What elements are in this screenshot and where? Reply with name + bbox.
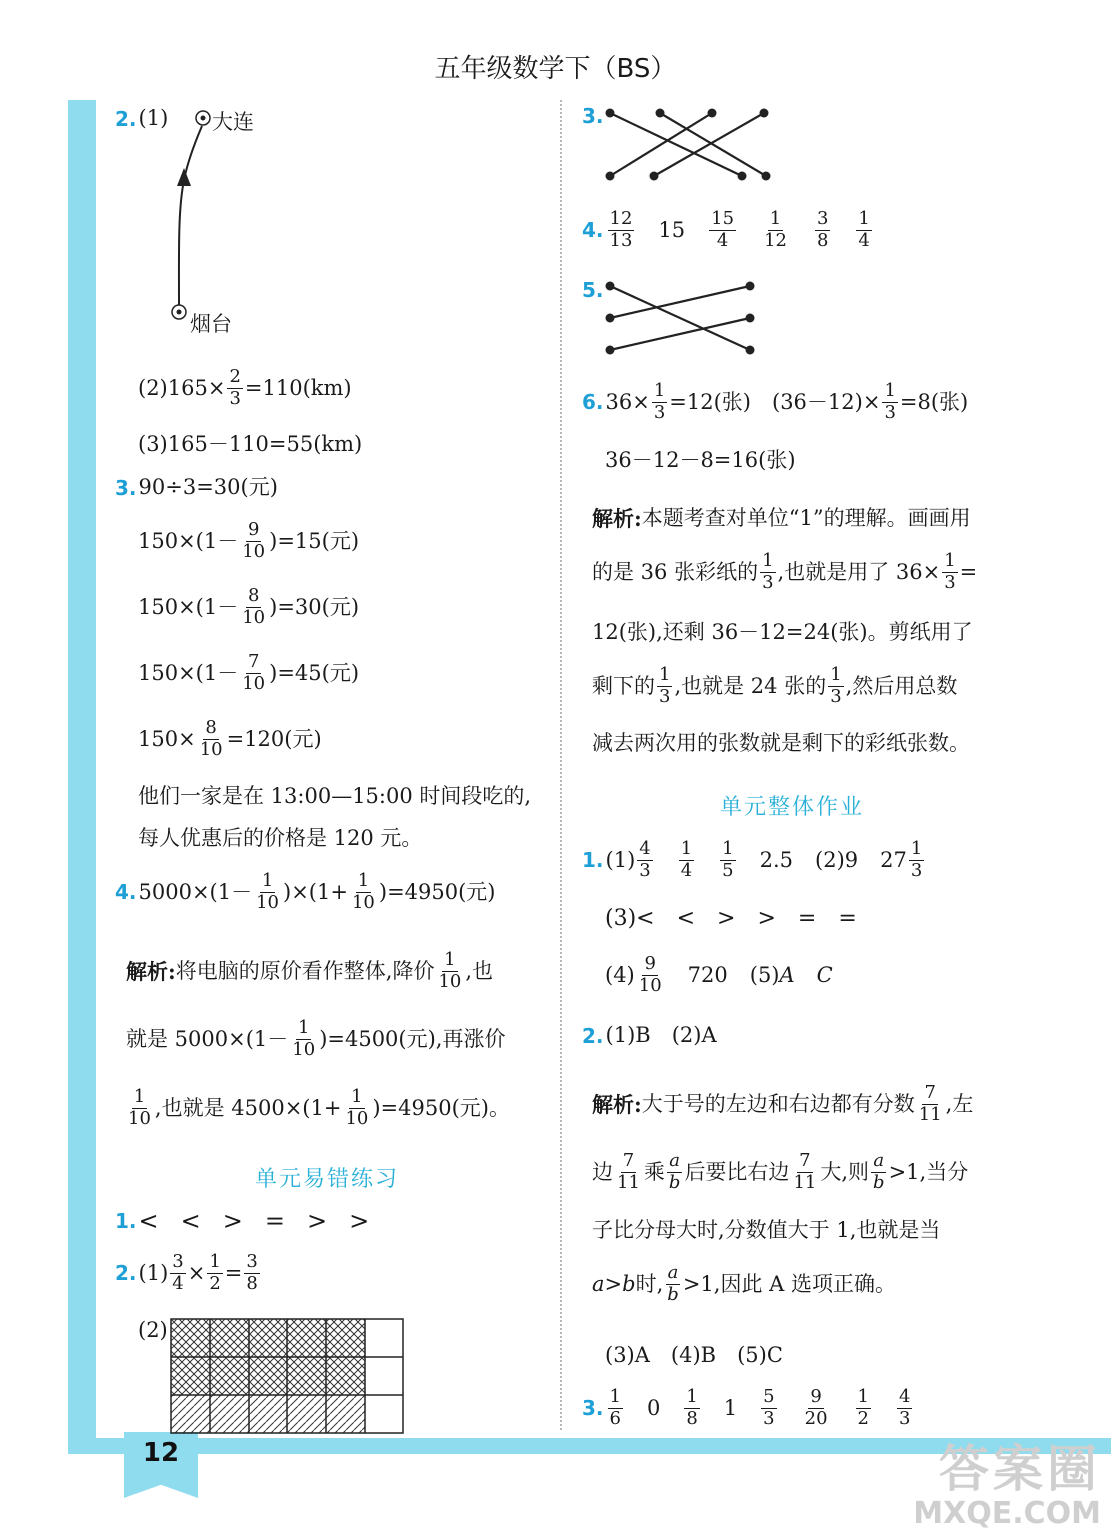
right-h1-l2: (3) < < > > = = (605, 906, 857, 931)
section-title-unit-homework: 单元整体作业 (720, 795, 865, 820)
fraction: $\frac{a}{b}$ (667, 1262, 679, 1305)
right-q6-e1: 解析: 本题考查对单位“1”的理解。画画用 (592, 506, 971, 531)
fraction: $\frac{1}{10}$ (351, 870, 375, 913)
right-q5-head: 5. (582, 278, 604, 302)
yantai-label: 烟台 (190, 312, 232, 336)
left-q3-t1: 他们一家是在 13:00—15:00 时间段吃的, (138, 784, 532, 808)
left-q3-l5: 150× $\frac{8}{10}$ =120(元) (138, 717, 322, 760)
column-divider (560, 100, 562, 1430)
fraction: $\frac{a}{b}$ (873, 1150, 885, 1193)
grid-hatched-area (171, 1395, 365, 1433)
page-header: 五年级数学下（BS） (434, 54, 677, 84)
left-q3-l3: 150×(1－ $\frac{8}{10}$ )=30(元) (138, 585, 360, 628)
fraction: $\frac{8}{10}$ (199, 717, 223, 760)
watermark: 答案圈 MXQE.COM (913, 1440, 1101, 1531)
left-q4-e1: 解析: 将电脑的原价看作整体,降价 $\frac{1}{10}$ ,也 (126, 949, 494, 992)
fraction: $\frac{1}{3}$ (653, 380, 666, 423)
dalian-marker-dot (201, 116, 206, 121)
right-h2-e1: 解析: 大于号的左边和右边都有分数 $\frac{7}{11}$ ,左 (592, 1082, 974, 1125)
fraction: $\frac{4}{3}$ (898, 1386, 911, 1429)
page-number: 12 (142, 1438, 180, 1468)
right-q6-l1: 6. 36× $\frac{1}{3}$ =12(张) (36－12)× $\frac{1}{3}$ =8(张) (582, 380, 969, 423)
left-q4-e2: 就是 5000×(1－ $\frac{1}{10}$ )=4500(元),再涨价 (126, 1017, 506, 1060)
fraction: $\frac{1}{2}$ (209, 1251, 221, 1294)
fraction: $\frac{1}{3}$ (910, 838, 923, 881)
route-line (179, 126, 202, 305)
fraction: $\frac{15}{4}$ (711, 208, 735, 251)
right-h3: 3. $\frac{1}{6}$ 0 $\frac{1}{8}$ 1 $\frac{5}{3}$ $\frac{9}{20}$ $\frac{1}{2}$ $\frac{4}{3}$ (582, 1386, 911, 1429)
fraction: $\frac{4}{3}$ (639, 838, 651, 881)
right-h2-l1: 2. (1)B (2)A (582, 1023, 717, 1048)
fraction: $\frac{7}{11}$ (793, 1150, 817, 1193)
fraction: $\frac{1}{10}$ (345, 1086, 369, 1129)
fraction: $\frac{7}{10}$ (242, 651, 266, 694)
fraction: $\frac{9}{10}$ (638, 953, 662, 996)
yantai-marker-dot (177, 310, 182, 315)
fraction: $\frac{1}{5}$ (722, 838, 734, 881)
shaded-grid (170, 1318, 406, 1436)
fraction: $\frac{1}{3}$ (884, 380, 896, 423)
fraction: $\frac{1}{10}$ (256, 870, 280, 913)
fraction: $\frac{9}{10}$ (242, 519, 266, 562)
right-h1-l1: 1. (1) $\frac{4}{3}$ $\frac{1}{4}$ $\frac{1}{5}$ 2.5 (2)9 27 $\frac{1}{3}$ (582, 838, 923, 881)
fraction: $\frac{1}{3}$ (762, 550, 774, 593)
fraction: $\frac{1}{12}$ (764, 208, 787, 251)
left-q3-t2: 每人优惠后的价格是 120 元。 (138, 826, 423, 850)
left-q2-p3: (3)165－110=55(km) (138, 432, 363, 456)
fraction: $\frac{1}{4}$ (680, 838, 693, 881)
fraction: $\frac{1}{10}$ (292, 1017, 316, 1060)
fraction: $\frac{5}{3}$ (763, 1386, 775, 1429)
fraction: $\frac{7}{11}$ (617, 1150, 640, 1193)
fraction: $\frac{3}{8}$ (816, 208, 829, 251)
right-h2-e3: 子比分母大时,分数值大于 1,也就是当 (592, 1218, 941, 1242)
left-m1: 1. < < > = > > (115, 1207, 370, 1235)
matching-diagram-2 (600, 276, 760, 362)
left-q3-l1: 3. 90÷3=30(元) (115, 475, 278, 500)
left-m2-p2: (2) (138, 1318, 168, 1342)
fraction: $\frac{1}{4}$ (858, 208, 870, 251)
fraction: $\frac{8}{10}$ (242, 585, 266, 628)
left-q2-p2: (2)165× $\frac{2}{3}$ =110(km) (138, 366, 352, 409)
route-diagram (160, 100, 260, 340)
side-bar (68, 100, 96, 1445)
left-q2-head: 2. (1) (115, 106, 169, 131)
fraction: $\frac{1}{6}$ (609, 1386, 621, 1429)
fraction: $\frac{1}{8}$ (686, 1386, 698, 1429)
left-m2-l1: 2. (1) $\frac{3}{4}$ × $\frac{1}{2}$ = $\frac{3}{8}$ (115, 1251, 258, 1294)
right-q3-head: 3. (582, 104, 604, 128)
fraction: $\frac{1}{3}$ (659, 664, 671, 707)
fraction: $\frac{1}{10}$ (438, 949, 462, 992)
fraction: $\frac{1}{3}$ (944, 550, 956, 593)
left-q3-l2: 150×(1－ $\frac{9}{10}$ )=15(元) (138, 519, 360, 562)
fraction: $\frac{9}{20}$ (804, 1386, 828, 1429)
fraction: $\frac{1}{10}$ (128, 1086, 151, 1129)
fraction: $\frac{1}{3}$ (830, 664, 842, 707)
right-h1-l3: (4) $\frac{9}{10}$ 720 (5) A C (605, 953, 833, 996)
right-h2-l2: (3)A (4)B (5)C (605, 1343, 783, 1367)
left-q4-l1: 4. 5000×(1－ $\frac{1}{10}$ )×(1+ $\frac{1}{10}$ )=4950(元) (115, 870, 496, 913)
fraction: $\frac{2}{3}$ (229, 366, 241, 409)
right-h2-e4: a > b 时, $\frac{a}{b}$ >1,因此 A 选项正确。 (592, 1262, 896, 1305)
fraction: $\frac{3}{4}$ (172, 1251, 184, 1294)
right-q6-e2: 的是 36 张彩纸的 $\frac{1}{3}$ ,也就是用了 36× $\frac{1}{3}$ = (592, 550, 978, 593)
fraction: $\frac{1}{2}$ (857, 1386, 869, 1429)
fraction: $\frac{7}{11}$ (918, 1082, 942, 1125)
section-title-easy-mistakes: 单元易错练习 (255, 1167, 400, 1192)
right-q6-e5: 减去两次用的张数就是剩下的彩纸张数。 (592, 731, 970, 755)
left-q4-e3: $\frac{1}{10}$ ,也就是 4500×(1+ $\frac{1}{10}$ )=4950(元)。 (128, 1086, 510, 1129)
fraction: $\frac{12}{13}$ (609, 208, 633, 251)
right-q4: 4. $\frac{12}{13}$ 15 $\frac{15}{4}$ $\frac{1}{12}$ $\frac{3}{8}$ $\frac{1}{4}$ (582, 208, 870, 251)
route-arrow-icon (177, 168, 191, 186)
left-q3-l4: 150×(1－ $\frac{7}{10}$ )=45(元) (138, 651, 360, 694)
fraction: $\frac{a}{b}$ (668, 1150, 681, 1193)
right-h2-e2: 边 $\frac{7}{11}$ 乘 $\frac{a}{b}$ 后要比右边 $\frac{7}{11}$ 大,则 $\frac{a}{b}$ >1,当分 (592, 1150, 969, 1193)
right-q6-e4: 剩下的 $\frac{1}{3}$ ,也就是 24 张的 $\frac{1}{3}$ ,然后用总数 (592, 664, 958, 707)
right-q6-l2: 36－12－8=16(张) (605, 448, 796, 472)
fraction: $\frac{3}{8}$ (246, 1251, 258, 1294)
right-q6-e3: 12(张),还剩 36－12=24(张)。剪纸用了 (592, 620, 973, 644)
dalian-label: 大连 (212, 110, 254, 134)
matching-diagram-1 (600, 105, 775, 185)
